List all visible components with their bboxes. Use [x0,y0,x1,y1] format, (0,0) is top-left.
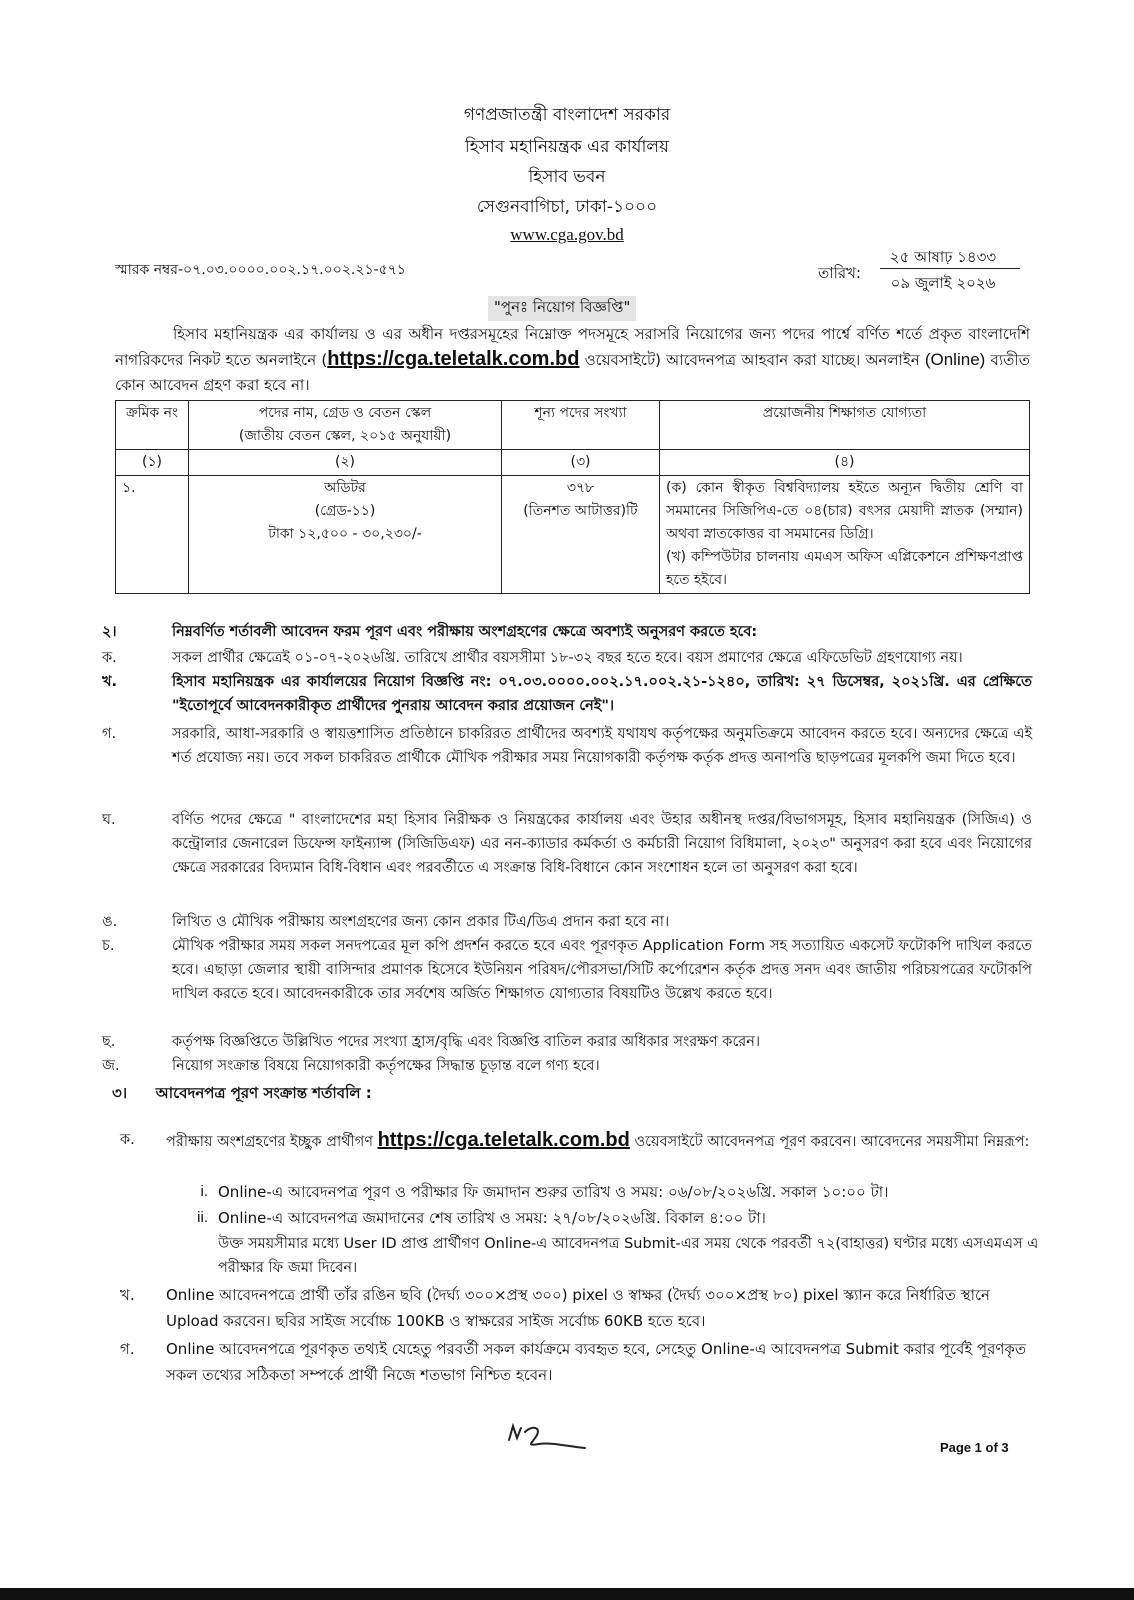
signature-mark [505,1418,595,1458]
date-bangla: ২৫ আষাঢ় ১৪৩৩ [889,248,997,266]
teletalk-link-2[interactable]: https://cga.teletalk.com.bd [377,1129,630,1151]
row-post: অডিটর (গ্রেড-১১) টাকা ১২,৫০০ - ৩০,২৩০/- [189,476,502,594]
section-2-heading: নিম্নবর্ণিত শর্তাবলী আবেদন ফরম পূরণ এবং পরীক্ষায় অংশগ্রহণের ক্ষেত্রে অবশ্যই অনুসরণ করতে হবে: [172,624,758,640]
office-title: হিসাব মহানিয়ন্ত্রক এর কার্যালয় [464,137,670,157]
colnum-2: (২) [189,450,502,476]
row-serial: ১. [116,476,189,594]
page-number: Page 1 of 3 [940,1440,1009,1455]
table-header-row [116,401,1030,450]
colnum-4: (৪) [660,450,1030,476]
notice-page: গণপ্রজাতন্ত্রী বাংলাদেশ সরকার হিসাব মহানিয়ন্ত্রক এর কার্যালয় হিসাব ভবন সেগুনবাগিচা, ঢাকা-১০০০ www.cga.gov.bd স্মারক নম্বর-০৭.০৩.০০০০.০০২.১৭.০০২.২১-৫৭১ তারিখ: ২৫ আষাঢ় ১৪৩৩ ০৯ জুলাই ২০২৬ "পুনঃ নিয়োগ বিজ্ঞপ্তি" হিসাব মহানিয়ন্ত্রক এর কার্যালয় ও এর অধীন দপ্তরসমূহের নিম্নোক্ত পদসমূহে সরাসরি নিয়োগের জন্য পদের পার্শ্বে বর্ণিত শর্তে প্রকৃত বাংলাদেশি নাগরিকদের নিকট হতে অনলাইনে (https://cga.teletalk.com.bd ওয়েবসাইটে) আবেদনপত্র আহবান করা যাচ্ছে। অনলাইন (Online) ব্যতীত কোন আবেদন গ্রহণ করা হবে না। ক্রমিক নং পদের নাম, গ্রেড ও বেতন স্কেল (জাতীয় বেতন স্কেল, ২০১৫ অনুযায়ী) শূন্য পদের সংখ্যা প্রয়োজনীয় শিক্ষাগত যোগ্যতা (১) (২) (৩) (৪) ১. অডিটর (গ্রেড-১১) টাকা ১২,৫০০ - ৩০,২৩০/- ৩৭৮ (তিনশত আটাত্তর)টি (ক) কোন স্বীকৃত বিশ্ববিদ্যালয় হইতে অন্যূন দ্বিতীয় শ্রেণি বা সমমানের সিজিপিএ-তে ০৪(চার) বৎসর মেয়াদী স্নাতক (সম্মান) অথবা স্নাতকোত্তর বা সমমানের ডিগ্রি। (খ) কম্পিউটার চালনায় এমএস অফিস এপ্লিকেশনে প্রশিক্ষণপ্রাপ্ত হতে হইবে। ২। নিম্নবর্ণিত শর্তাবলী আবেদন ফরম পূরণ এবং পরীক্ষায় অংশগ্রহণের ক্ষেত্রে অবশ্যই অনুসরণ করতে হবে: ক. সকল প্রার্থীর ক্ষেত্রেই ০১-০৭-২০২৬খ্রি. তারিখে প্রার্থীর বয়সসীমা ১৮-৩২ বছর হতে হবে। বয়স প্রমাণের ক্ষেত্রে এফিডেভিট গ্রহণযোগ্য নয়। খ. হিসাব মহানিয়ন্ত্রক এর কার্যালয়ের নিয়োগ বিজ্ঞপ্তি নং: ০৭.০৩.০০০০.০০২.১৭.০০২.২১-১২৪০, তারিখ: ২৭ ডিসেম্বর, ২০২১খ্রি. এর প্রেক্ষিতে "ইতোপূর্বে আবেদনকারীকৃত প্রার্থীদের পুনরায় আবেদন করার প্রয়োজন নেই"। গ. সরকারি, আধা-সরকারি ও স্বায়ত্তশাসিত প্রতিষ্ঠানে চাকরিরত প্রার্থীদের অবশ্যই যথাযথ কর্তৃপক্ষের অনুমতিক্রমে আবেদন করতে হবে। অন্যদের ক্ষেত্রে এই শর্ত প্রযোজ্য নয়। তবে সকল চাকরিরত প্রার্থীকে মৌখিক পরীক্ষার সময় নিয়োগকারী কর্তৃপক্ষ কর্তৃক প্রদত্ত অনাপত্তি ছাড়পত্রের মূলকপি জমা দিতে হবে। ঘ. বর্ণিত পদের ক্ষেত্রে " বাংলাদেশের মহা হিসাব নিরীক্ষক ও নিয়ন্ত্রকের কার্যালয় এবং উহার অধীনস্থ দপ্তর/বিভাগসমূহ, হিসাব মহানিয়ন্ত্রক (সিজিএ) ও কন্ট্রোলার জেনারেল ডিফেন্স ফাইন্যান্স (সিজিডিএফ) এর নন-ক্যাডার কর্মকর্তা ও কর্মচারী নিয়োগ বিধিমালা, ২০২৩" অনুসরণ করা হবে এবং নিয়োগের ক্ষেত্রে সরকারের বিদ্যমান বিধি-বিধান এবং পরবর্তীতে এ সংক্রান্ত বিধি-বিধানে কোন সংশোধন হলে তা অনুসরণ করা হবে। ঙ. লিখিত ও মৌখিক পরীক্ষায় অংশগ্রহণের জন্য কোন প্রকার টিএ/ডিএ প্রদান করা হবে না। চ. মৌখিক পরীক্ষার সময় সকল সনদপত্রের মূল কপি প্রদর্শন করতে হবে এবং পূরণকৃত Application Form সহ সত্যায়িত একসেট ফটোকপি দাখিল করতে হবে। এছাড়া জেলার স্থায়ী বাসিন্দার প্রমাণক হিসেবে ইউনিয়ন পরিষদ/পৌরসভা/সিটি কর্পোরেশন কর্তৃক প্রদত্ত সনদ এবং জাতীয় পরিচয়পত্রের ফটোকপি দাখিল করতে হবে। আবেদনকারীকে তার সর্বশেষ অর্জিত শিক্ষাগত যোগ্যতার বিষয়টিও উল্লেখ করতে হবে। ছ. কর্তৃপক্ষ বিজ্ঞপ্তিতে উল্লিখিত পদের সংখ্যা হ্রাস/বৃদ্ধি এবং বিজ্ঞপ্তি বাতিল করার অধিকার সংরক্ষণ করেন। জ. নিয়োগ সংক্রান্ত বিষয়ে নিয়োগকারী কর্তৃপক্ষের সিদ্ধান্ত চূড়ান্ত বলে গণ্য হবে। ৩। আবেদনপত্র পূরণ সংক্রান্ত শর্তাবলি : ক. পরীক্ষায় অংশগ্রহণের ইচ্ছুক প্রার্থীগণ https://cga.teletalk.com.bd ওয়েবসাইটে আবেদনপত্র পূরণ করবেন। আবেদনের সময়সীমা নিম্নরূপ: i. Online-এ আবেদনপত্র পূরণ ও পরীক্ষার ফি জমাদান শুরুর তারিখ ও সময়: ০৬/০৮/২০২৬খ্রি. সকাল ১০:০০ টা। ii. Online-এ আবেদনপত্র জমাদানের শেষ তারিখ ও সময়: ২৭/০৮/২০২৬খ্রি. বিকাল ৪:০০ টা। উক্ত সময়সীমার মধ্যে User ID প্রাপ্ত প্রার্থীগণ Online-এ আবেদনপত্র Submit-এর সময় থেকে পরবর্তী ৭২(বাহাত্তর) ঘণ্টার মধ্যে এসএমএস এ পরীক্ষার ফি জমা দিবেন। খ. Online আবেদনপত্রে প্রার্থী তাঁর রঙিন ছবি (দৈর্ঘ্য ৩০০×প্রস্থ ৩০০) pixel ও স্বাক্ষর (দৈর্ঘ্য ৩০০×প্রস্থ ৮০) pixel স্ক্যান করে নির্ধারিত স্থানে Upload করবেন। ছবির সাইজ সর্বোচ্চ 100KB ও স্বাক্ষরের সাইজ সর্বোচ্চ 60KB হতে হবে। গ. Online আবেদনপত্রে পূরণকৃত তথ্যই যেহেতু পরবর্তী সকল কার্যক্রমে ব্যবহৃত হবে, সেহেতু Online-এ আবেদনপত্র Submit করার পূর্বেই পূরণকৃত সকল তথ্যের সঠিকতা সম্পর্কে প্রার্থী নিজে শতভাগ নিশ্চিত হবেন। Page 1 of 3 [0,0,1134,1600]
row-qualification: (ক) কোন স্বীকৃত বিশ্ববিদ্যালয় হইতে অন্যূন দ্বিতীয় শ্রেণি বা সমমানের সিজিপিএ-তে ০৪(চার) বৎসর মেয়াদী স্নাতক (সম্মান) অথবা স্নাতকোত্তর বা সমমানের ডিগ্রি। (খ) কম্পিউটার চালনায় এমএস অফিস এপ্লিকেশনে প্রশিক্ষণপ্রাপ্ত হতে হইবে। [660,476,1030,594]
date-label: তারিখ: [818,264,862,282]
colnum-3: (৩) [502,450,660,476]
header-vacancy: শূন্য পদের সংখ্যা [502,401,660,450]
date-english: ০৯ জুলাই ২০২৬ [890,274,996,292]
row-vacancy: ৩৭৮ (তিনশত আটাত্তর)টি [502,476,660,594]
memo-number: স্মারক নম্বর-০৭.০৩.০০০০.০০২.১৭.০০২.২১-৫৭১ [115,262,406,278]
header-serial: ক্রমিক নং [116,401,189,450]
govt-title: গণপ্রজাতন্ত্রী বাংলাদেশ সরকার [463,105,671,125]
header-post: পদের নাম, গ্রেড ও বেতন স্কেল (জাতীয় বেতন স্কেল, ২০১৫ অনুযায়ী) [189,401,502,450]
intro-paragraph: হিসাব মহানিয়ন্ত্রক এর কার্যালয় ও এর অধীন দপ্তরসমূহের নিম্নোক্ত পদসমূহে সরাসরি নিয়োগের জন্য পদের পার্শ্বে বর্ণিত শর্তে প্রকৃত বাংলাদেশি নাগরিকদের নিকট হতে অনলাইনে (https://cga.teletalk.com.bd ওয়েবসাইটে) আবেদনপত্র আহবান করা যাচ্ছে। অনলাইন (Online) ব্যতীত কোন আবেদন গ্রহণ করা হবে না। [115,325,1030,394]
section-3-number: ৩। [112,1084,128,1102]
notice-title: "পুনঃ নিয়োগ বিজ্ঞপ্তি" [488,296,636,321]
section-3-heading-row [112,1082,372,1107]
address: সেগুনবাগিচা, ঢাকা-১০০০ [476,197,658,217]
section-2: ২। নিম্নবর্ণিত শর্তাবলী আবেদন ফরম পূরণ এবং পরীক্ষায় অংশগ্রহণের ক্ষেত্রে অবশ্যই অনুসরণ করতে হবে: ক. সকল প্রার্থীর ক্ষেত্রেই ০১-০৭-২০২৬খ্রি. তারিখে প্রার্থীর বয়সসীমা ১৮-৩২ বছর হতে হবে। বয়স প্রমাণের ক্ষেত্রে এফিডেভিট গ্রহণযোগ্য নয়। খ. হিসাব মহানিয়ন্ত্রক এর কার্যালয়ের নিয়োগ বিজ্ঞপ্তি নং: ০৭.০৩.০০০০.০০২.১৭.০০২.২১-১২৪০, তারিখ: ২৭ ডিসেম্বর, ২০২১খ্রি. এর প্রেক্ষিতে "ইতোপূর্বে আবেদনকারীকৃত প্রার্থীদের পুনরায় আবেদন করার প্রয়োজন নেই"। গ. সরকারি, আধা-সরকারি ও স্বায়ত্তশাসিত প্রতিষ্ঠানে চাকরিরত প্রার্থীদের অবশ্যই যথাযথ কর্তৃপক্ষের অনুমতিক্রমে আবেদন করতে হবে। অন্যদের ক্ষেত্রে এই শর্ত প্রযোজ্য নয়। তবে সকল চাকরিরত প্রার্থীকে মৌখিক পরীক্ষার সময় নিয়োগকারী কর্তৃপক্ষ কর্তৃক প্রদত্ত অনাপত্তি ছাড়পত্রের মূলকপি জমা দিতে হবে। ঘ. বর্ণিত পদের ক্ষেত্রে " বাংলাদেশের মহা হিসাব নিরীক্ষক ও নিয়ন্ত্রকের কার্যালয় এবং উহার অধীনস্থ দপ্তর/বিভাগসমূহ, হিসাব মহানিয়ন্ত্রক (সিজিএ) ও কন্ট্রোলার জেনারেল ডিফেন্স ফাইন্যান্স (সিজিডিএফ) এর নন-ক্যাডার কর্মকর্তা ও কর্মচারী নিয়োগ বিধিমালা, ২০২৩" অনুসরণ করা হবে এবং নিয়োগের ক্ষেত্রে সরকারের বিদ্যমান বিধি-বিধান এবং পরবর্তীতে এ সংক্রান্ত বিধি-বিধানে কোন সংশোধন হলে তা অনুসরণ করা হবে। ঙ. লিখিত ও মৌখিক পরীক্ষায় অংশগ্রহণের জন্য কোন প্রকার টিএ/ডিএ প্রদান করা হবে না। চ. মৌখিক পরীক্ষার সময় সকল সনদপত্রের মূল কপি প্রদর্শন করতে হবে এবং পূরণকৃত Application Form সহ সত্যায়িত একসেট ফটোকপি দাখিল করতে হবে। এছাড়া জেলার স্থায়ী বাসিন্দার প্রমাণক হিসেবে ইউনিয়ন পরিষদ/পৌরসভা/সিটি কর্পোরেশন কর্তৃক প্রদত্ত সনদ এবং জাতীয় পরিচয়পত্রের ফটোকপি দাখিল করতে হবে। আবেদনকারীকে তার সর্বশেষ অর্জিত শিক্ষাগত যোগ্যতার বিষয়টিও উল্লেখ করতে হবে। ছ. কর্তৃপক্ষ বিজ্ঞপ্তিতে উল্লিখিত পদের সংখ্যা হ্রাস/বৃদ্ধি এবং বিজ্ঞপ্তি বাতিল করার অধিকার সংরক্ষণ করেন। জ. নিয়োগ সংক্রান্ত বিষয়ে নিয়োগকারী কর্তৃপক্ষের সিদ্ধান্ত চূড়ান্ত বলে গণ্য হবে। [102,620,1032,1060]
date-divider [880,268,1020,269]
scan-edge [0,1588,1134,1600]
teletalk-link[interactable]: https://cga.teletalk.com.bd [327,348,580,370]
table-row [116,476,1030,594]
website-link[interactable]: www.cga.gov.bd [510,225,624,244]
building-name: হিসাব ভবন [528,167,606,187]
section-2-number: ২। [102,624,117,640]
header-qualification: প্রয়োজনীয় শিক্ষাগত যোগ্যতা [660,401,1030,450]
colnum-1: (১) [116,450,189,476]
section-3-heading: আবেদনপত্র পূরণ সংক্রান্ত শর্তাবলি : [155,1084,372,1102]
posts-table [115,400,1030,594]
table-colnum-row [116,450,1030,476]
